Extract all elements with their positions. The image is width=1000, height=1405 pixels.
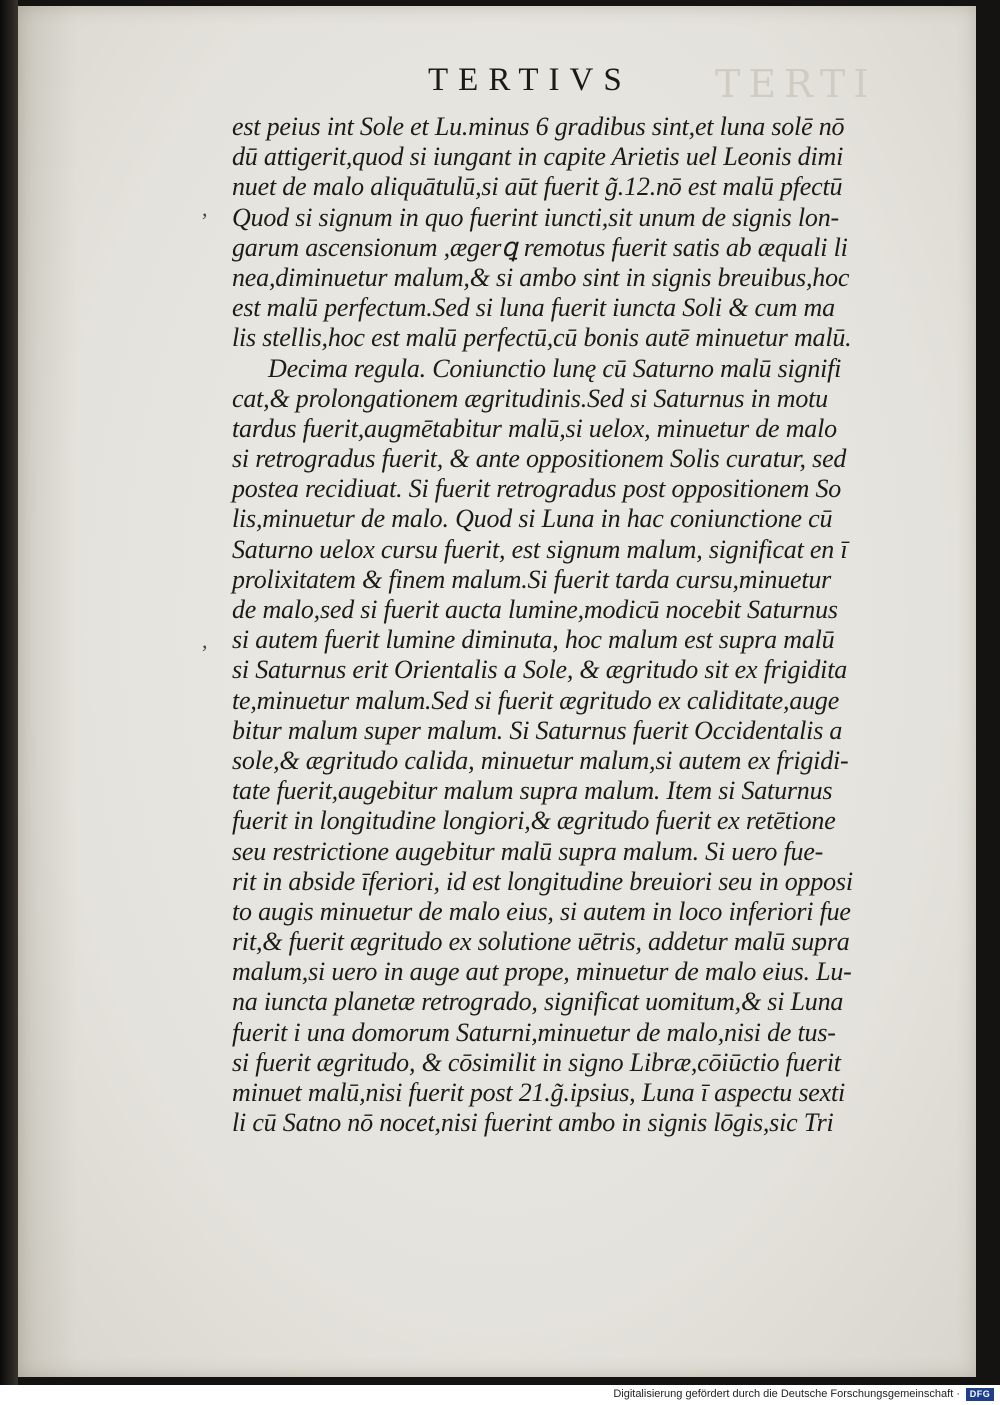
footer-bar — [0, 1385, 1000, 1405]
text-line: tate fuerit,augebitur malum supra malum. Item si Saturnus — [232, 776, 833, 806]
dfg-logo-icon: DFG — [966, 1388, 994, 1401]
text-line: bitur malum super malum. Si Saturnus fuerit Occidentalis a — [232, 715, 843, 745]
text-line: si retrogradus fuerit, & ante oppositionem Solis curatur, sed — [232, 444, 847, 474]
text-line: nuet de malo aliquātulū,si aūt fuerit g̃.12.nō est malū pfectū — [232, 172, 843, 202]
text-line: est malū perfectum.Sed si luna fuerit iuncta Soli & cum ma — [232, 293, 835, 323]
text-line: lis stellis,hoc est malū perfectū,cū bonis autē minuetur malū. — [232, 323, 852, 353]
text-line: Decima regula. Coniunctio lunę cū Saturno malū signifi — [268, 353, 842, 383]
text-line: est peius int Sole et Lu.minus 6 gradibus sint,et luna solē nō — [232, 112, 845, 141]
text-line: malum,si uero in auge aut prope, minuetur de malo eius. Lu- — [232, 957, 852, 987]
text-line: te,minuetur malum.Sed si fuerit ægritudo ex caliditate,auge — [232, 685, 840, 715]
text-line: postea recidiuat. Si fuerit retrogradus post oppositionem So — [232, 474, 842, 504]
text-line: si autem fuerit lumine diminuta, hoc malum est supra malū — [232, 625, 835, 655]
text-line: fuerit in longitudine longiori,& ægritudo fuerit ex retētione — [232, 806, 836, 836]
book-spine-edge — [0, 0, 18, 1385]
text-line: minuet malū,nisi fuerit post 21.g̃.ipsius, Luna ī aspectu sexti — [232, 1078, 846, 1107]
text-line: garum ascensionum ,ægerꝗ remotus fuerit satis ab æquali li — [232, 232, 848, 262]
text-line: seu restrictione augebitur malū supra malum. Si uero fue- — [232, 836, 824, 866]
text-line: si Saturnus erit Orientalis a Sole, & ægritudo sit ex frigidita — [232, 655, 848, 685]
text-line: Saturno uelox cursu fuerit, est signum malum, significat en ī — [232, 534, 848, 564]
text-line: prolixitatem & finem malum.Si fuerit tarda cursu,minuetur — [232, 564, 832, 594]
text-line: lis,minuetur de malo. Quod si Luna in hac coniunctione cū — [232, 504, 833, 534]
text-line: de malo,sed si fuerit aucta lumine,modicū nocebit Saturnus — [232, 595, 838, 624]
text-line: cat,& prolongationem ægritudinis.Sed si Saturnus in motu — [232, 383, 828, 413]
text-line: tardus fuerit,augmētabitur malū,si uelox, minuetur de malo — [232, 413, 837, 443]
text-line: nea,diminuetur malum,& si ambo sint in signis breuibus,hoc — [232, 262, 850, 292]
margin-mark: , — [202, 628, 208, 653]
body-text — [232, 112, 932, 1138]
margin-mark: , — [202, 196, 208, 221]
page-shadow — [18, 6, 78, 1377]
text-line: sole,& ægritudo calida, minuetur malum,si autem ex frigidi- — [232, 745, 849, 775]
text-line: rit,& fuerit ægritudo ex solutione uētris, addetur malū supra — [232, 927, 850, 957]
running-head: TERTIVS — [428, 62, 632, 98]
text-line: li cū Satno nō nocet,nisi fuerint ambo in signis lōgis,sic Tri — [232, 1108, 834, 1138]
text-line: na iuncta planetæ retrogrado, significat uomitum,& si Luna — [232, 987, 844, 1017]
text-line: dū attigerit,quod si iungant in capite Arietis uel Leonis dimi — [232, 142, 844, 172]
text-line: Quod si signum in quo fuerint iuncti,sit unum de signis lon- — [232, 202, 839, 232]
bleed-through-text: TERTI — [715, 62, 877, 106]
text-line: rit in abside īferiori, id est longitudine breuiori seu in opposi — [232, 866, 853, 896]
funding-notice: Digitalisierung gefördert durch die Deutsche Forschungsgemeinschaft · — [613, 1388, 960, 1400]
text-line: fuerit i una domorum Saturni,minuetur de malo,nisi de tus- — [232, 1017, 836, 1047]
text-line: to augis minuetur de malo eius, si autem in loco inferiori fue — [232, 896, 851, 926]
text-line: si fuerit ægritudo, & cōsimilit in signo Libræ,cōiūctio fuerit — [232, 1047, 841, 1077]
